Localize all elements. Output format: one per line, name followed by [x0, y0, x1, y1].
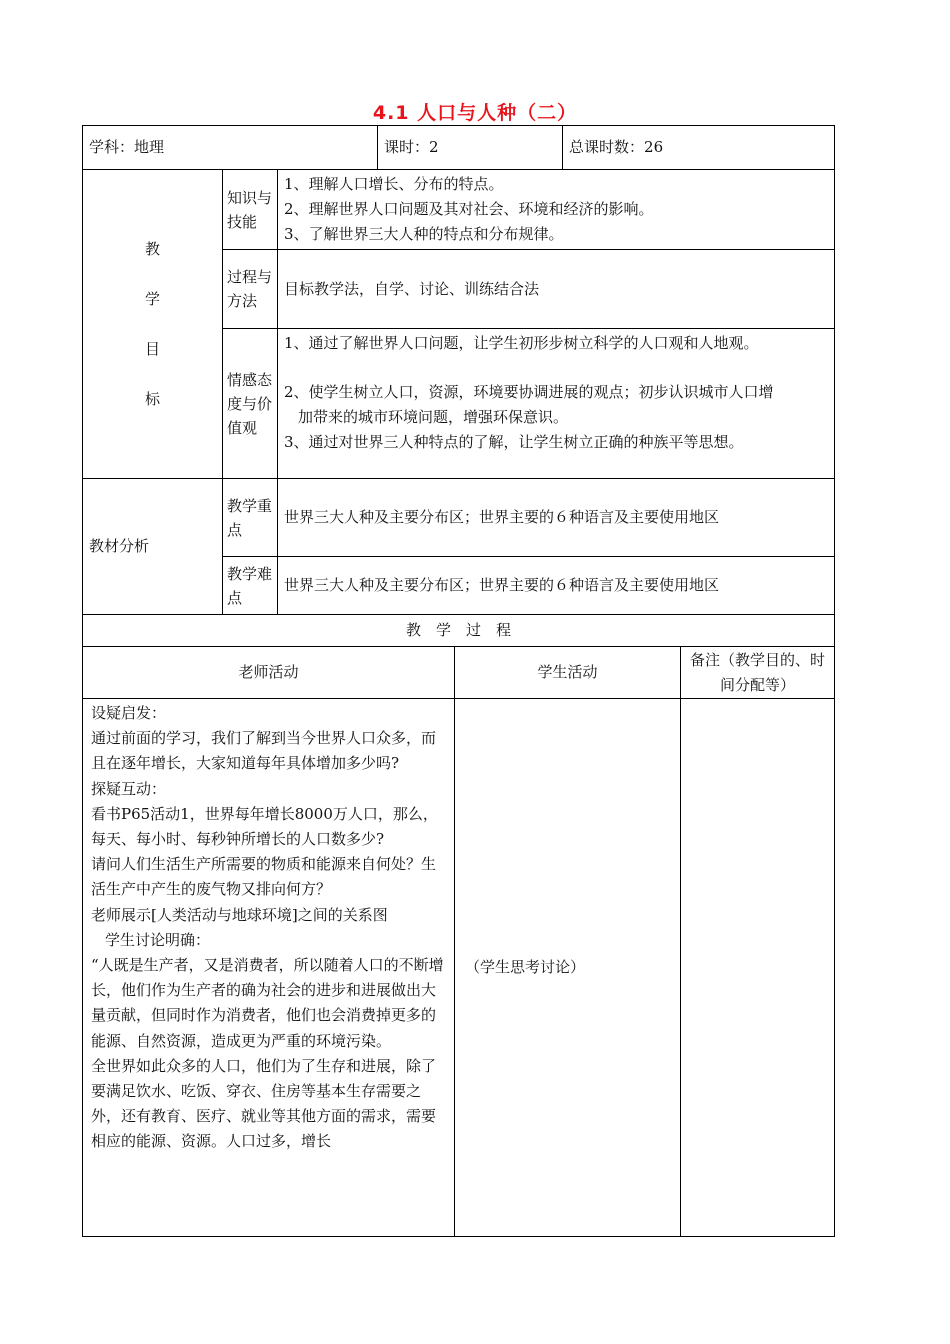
key-point-content: 世界三大人种及主要分布区；世界主要的６种语言及主要使用地区: [278, 479, 835, 557]
process-method-label: 过程与方法: [223, 250, 278, 329]
objectives-char: 教: [144, 240, 160, 258]
emotion-item: 加带来的城市环境问题，增强环保意识。: [298, 408, 569, 426]
process-method-content: 目标教学法，自学、讨论、训练结合法: [278, 250, 835, 329]
knowledge-item: 3、了解世界三大人种的特点和分布规律。: [284, 225, 564, 243]
knowledge-item: 2、理解世界人口问题及其对社会、环境和经济的影响。: [284, 200, 654, 218]
key-point-label: 教学重点: [223, 479, 278, 557]
student-activity-content: （学生思考讨论）: [455, 699, 681, 1237]
teacher-activity-header: 老师活动: [83, 647, 455, 699]
knowledge-content: [278, 170, 835, 250]
emotion-content: [278, 329, 835, 479]
page-title: 4.1 人口与人种（二）: [372, 102, 578, 124]
analysis-label: 教材分析: [83, 479, 223, 615]
emotion-item: 1、通过了解世界人口问题，让学生初形步树立科学的人口观和人地观。: [284, 334, 759, 352]
difficult-point-label: 教学难点: [223, 557, 278, 615]
objectives-char: 标: [144, 390, 160, 408]
teacher-line: 探疑互动：: [91, 779, 167, 798]
lesson-plan-sheet: [82, 125, 834, 1237]
knowledge-label: 知识与技能: [223, 170, 278, 250]
teacher-line: 设疑启发：: [91, 704, 167, 722]
emotion-label: 情感态度与价值观: [223, 329, 278, 479]
lesson-count-cell: 课时：2: [378, 126, 563, 170]
teacher-activity-content: [83, 699, 455, 1237]
notes-content: [681, 699, 835, 1237]
emotion-item: 2、使学生树立人口，资源，环境要协调进展的观点；初步认识城市人口增: [284, 383, 774, 401]
objectives-char: 学: [144, 290, 160, 308]
objectives-char: 目: [144, 340, 160, 358]
notes-header: 备注（教学目的、时间分配等）: [681, 647, 835, 699]
teacher-line: “人既是生产者，又是消费者，所以随着人口的不断增长，他们作为生产者的确为社会的进步和进展做出大量贡献，但同时作为消费者，他们也会消费掉更多的能源、自然资源，造成更为严重的环境污染。: [91, 956, 444, 1050]
difficult-point-content: 世界三大人种及主要分布区；世界主要的６种语言及主要使用地区: [278, 557, 835, 615]
teacher-line: 全世界如此众多的人口，他们为了生存和进展，除了要满足饮水、吃饭、穿衣、住房等基本生存需要之外，还有教育、医疗、就业等其他方面的需求，需要相应的能源、资源。人口过多，增长: [91, 1056, 437, 1151]
process-heading: 教 学 过 程: [83, 615, 835, 647]
teacher-line: 请问人们生活生产所需要的物质和能源来自何处？生活生产中产生的废气物又排向何方？: [91, 855, 437, 899]
teacher-line: 看书P65活动1，世界每年增长8000万人口，那么，每天、每小时、每秒钟所增长的人口数多少?: [91, 804, 438, 849]
teacher-line: 学生讨论明确：: [105, 930, 211, 949]
teaching-process-table: [82, 646, 835, 1237]
lesson-info-table: [82, 125, 835, 647]
objectives-label: [83, 170, 223, 479]
emotion-item: 3、通过对世界三人种特点的了解，让学生树立正确的种族平等思想。: [284, 433, 744, 451]
teacher-line: 老师展示[人类活动与地球环境]之间的关系图: [91, 905, 388, 924]
student-activity-header: 学生活动: [455, 647, 681, 699]
total-lessons-cell: 总课时数：26: [563, 126, 835, 170]
teacher-line: 通过前面的学习，我们了解到当今世界人口众多，而且在逐年增长，大家知道每年具体增加多少吗?: [91, 729, 437, 773]
subject-cell: 学科：地理: [83, 126, 378, 170]
knowledge-item: 1、理解人口增长、分布的特点。: [284, 175, 504, 193]
